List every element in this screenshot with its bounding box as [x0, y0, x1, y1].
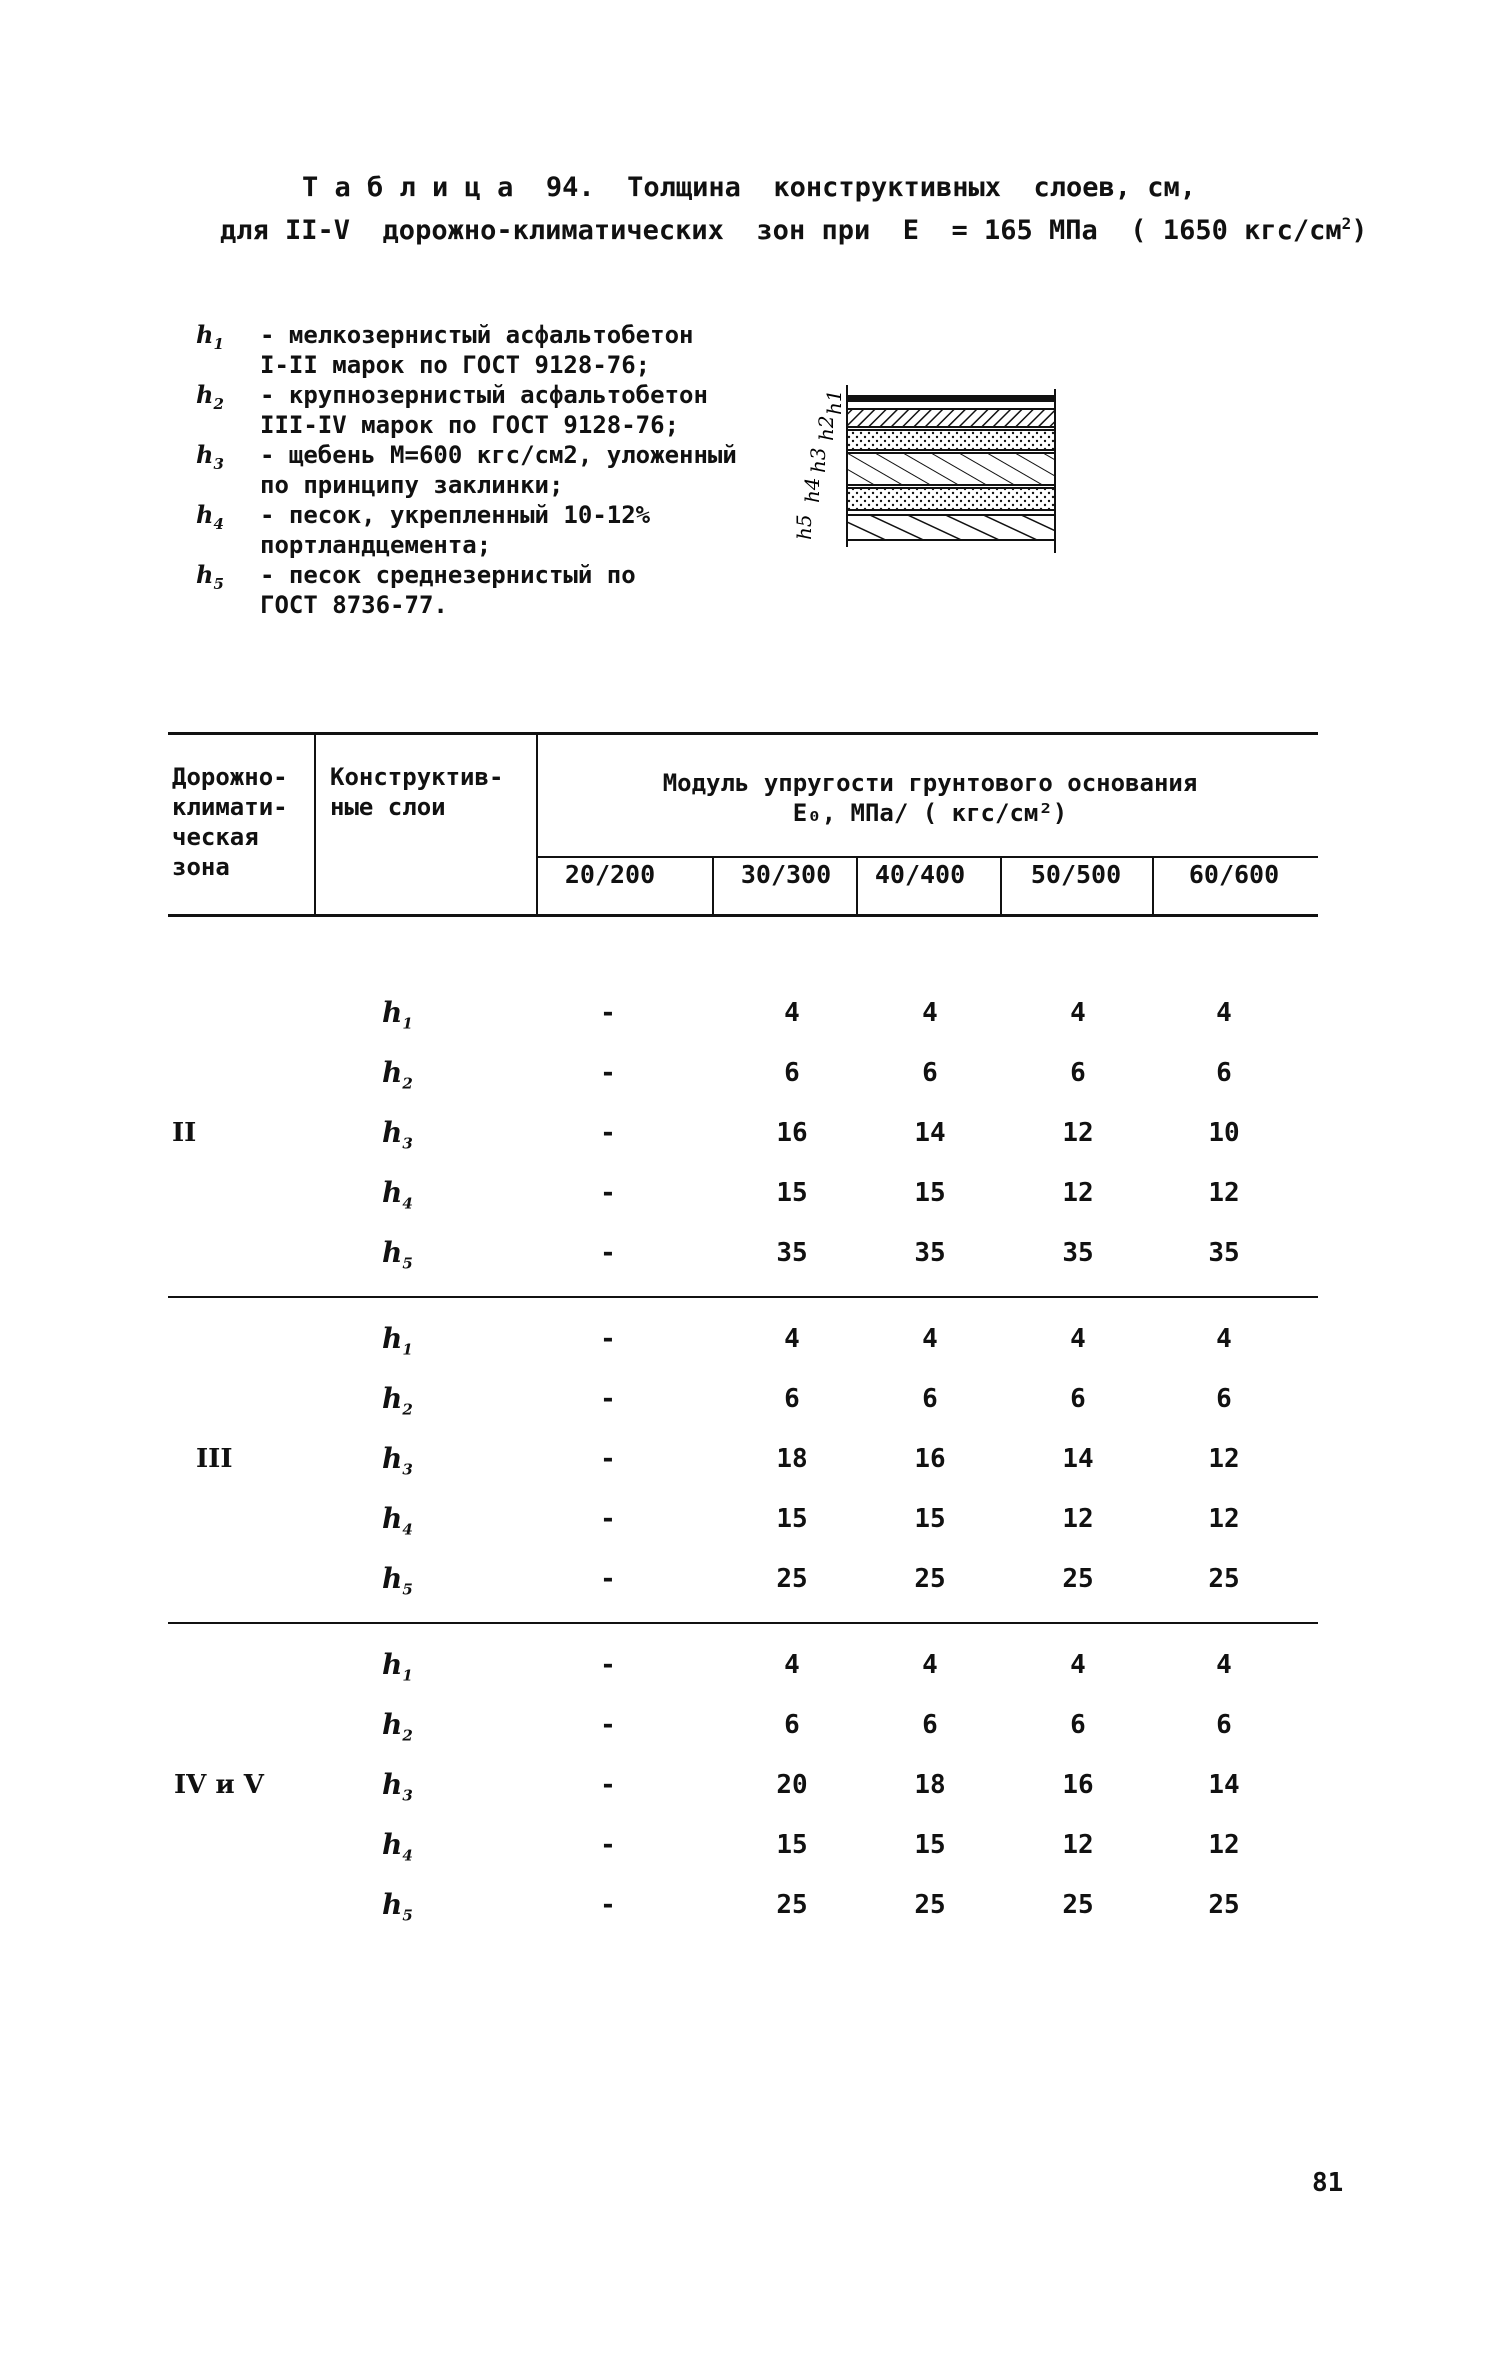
value-cell: 15 [914, 1830, 946, 1860]
layer-label: $h_3$ [382, 1768, 413, 1805]
value-cell: - [600, 1384, 616, 1414]
value-cell: 6 [1070, 1058, 1086, 1088]
legend-item-h5 [196, 560, 756, 620]
zone-label: IV и V [174, 1770, 264, 1800]
title-superscript: 2 [1341, 214, 1352, 233]
value-cell: 6 [922, 1384, 938, 1414]
value-cell: 4 [1216, 1650, 1232, 1680]
legend-text: портландцемента; [260, 531, 492, 559]
value-cell: 25 [776, 1564, 808, 1594]
legend-item-h2 [196, 380, 756, 440]
value-cell: 18 [776, 1444, 808, 1474]
value-cell: 14 [1062, 1444, 1094, 1474]
legend-symbol: $h_5$ [196, 560, 224, 593]
value-cell: 12 [1062, 1178, 1094, 1208]
value-cell: 35 [1208, 1238, 1240, 1268]
table-top-rule [168, 732, 1318, 735]
header-vline-4 [856, 856, 858, 916]
page-number: 81 [1312, 2168, 1344, 2198]
legend-symbol: $h_1$ [196, 320, 224, 353]
legend-text: I-II марок по ГОСТ 9128-76; [260, 351, 651, 379]
value-cell: - [600, 1324, 616, 1354]
diagram-label-h4: h4 [800, 477, 824, 503]
title-line-2-end: ) [1351, 215, 1368, 246]
layer-label: $h_4$ [382, 1502, 413, 1539]
value-cell: 4 [1216, 998, 1232, 1028]
header-vline-6 [1152, 856, 1154, 916]
value-cell: 12 [1062, 1118, 1094, 1148]
value-cell: 6 [1070, 1384, 1086, 1414]
group-divider-1 [168, 1296, 1318, 1298]
layer-label: $h_3$ [382, 1116, 413, 1153]
value-cell: 12 [1208, 1178, 1240, 1208]
value-cell: - [600, 1238, 616, 1268]
value-cell: 4 [1070, 998, 1086, 1028]
value-cell: 25 [1062, 1890, 1094, 1920]
legend-symbol: $h_3$ [196, 440, 224, 473]
layer-label: $h_5$ [382, 1562, 413, 1599]
legend-text: - щебень М=600 кгс/см2, уложенный [260, 441, 737, 469]
header-bottom-rule [168, 914, 1318, 917]
layer-column-header: Конструктив- ные слои [330, 763, 504, 821]
title-line-2 [220, 206, 1368, 249]
value-cell: 15 [776, 1178, 808, 1208]
value-cell: - [600, 1118, 616, 1148]
column-header-20-200: 20/200 [564, 860, 656, 889]
legend-symbol: $h_4$ [196, 500, 224, 533]
layer-label: $h_5$ [382, 1236, 413, 1273]
layer-label: $h_1$ [382, 996, 413, 1033]
value-cell: 6 [1216, 1710, 1232, 1740]
value-cell: 20 [776, 1770, 808, 1800]
value-cell: 6 [784, 1058, 800, 1088]
legend-item-h3 [196, 440, 756, 500]
value-cell: 6 [1216, 1384, 1232, 1414]
value-cell: - [600, 998, 616, 1028]
value-cell: 35 [914, 1238, 946, 1268]
diagram-label-h1: h1 [822, 389, 846, 415]
value-cell: - [600, 1710, 616, 1740]
value-cell: 14 [1208, 1770, 1240, 1800]
legend-text: - песок, укрепленный 10-12% [260, 501, 651, 529]
value-cell: - [600, 1650, 616, 1680]
value-cell: - [600, 1770, 616, 1800]
value-cell: 35 [776, 1238, 808, 1268]
modulus-header: Модуль упругости грунтового основания E₀, МПа/ ( кгс/см²) [662, 769, 1198, 827]
value-cell: - [600, 1178, 616, 1208]
column-header-50-500: 50/500 [1030, 860, 1122, 889]
legend-text: по принципу заклинки; [260, 471, 564, 499]
zone-column-header: Дорожно- климати- ческая зона [172, 763, 288, 881]
value-cell: 16 [1062, 1770, 1094, 1800]
legend-item-h4 [196, 500, 756, 560]
value-cell: - [600, 1564, 616, 1594]
value-cell: - [600, 1058, 616, 1088]
layer-label: $h_4$ [382, 1828, 413, 1865]
value-cell: 4 [784, 1650, 800, 1680]
value-cell: 15 [914, 1178, 946, 1208]
value-cell: 6 [1216, 1058, 1232, 1088]
value-cell: 4 [1216, 1324, 1232, 1354]
legend-text: III-IV марок по ГОСТ 9128-76; [260, 411, 680, 439]
layer-label: $h_3$ [382, 1442, 413, 1479]
legend-text: - крупнозернистый асфальтобетон [260, 381, 708, 409]
value-cell: 6 [784, 1710, 800, 1740]
value-cell: 12 [1208, 1444, 1240, 1474]
value-cell: 25 [1062, 1564, 1094, 1594]
value-cell: 12 [1208, 1830, 1240, 1860]
value-cell: - [600, 1830, 616, 1860]
legend-text: ГОСТ 8736-77. [260, 591, 448, 619]
value-cell: 15 [914, 1504, 946, 1534]
header-vline-5 [1000, 856, 1002, 916]
layer-label: $h_2$ [382, 1056, 413, 1093]
value-cell: 14 [914, 1118, 946, 1148]
value-cell: 6 [922, 1058, 938, 1088]
diagram-label-h5: h5 [792, 514, 816, 540]
column-header-60-600: 60/600 [1188, 860, 1280, 889]
value-cell: 4 [1070, 1324, 1086, 1354]
columns-rule [536, 856, 1318, 858]
header-vline-2 [536, 732, 538, 916]
title-line-1: Т а б л и ц а 94. Толщина конструктивных слоев, см, [302, 172, 1197, 203]
value-cell: 25 [914, 1564, 946, 1594]
value-cell: 4 [784, 1324, 800, 1354]
legend-symbol: $h_2$ [196, 380, 224, 413]
value-cell: 6 [922, 1710, 938, 1740]
legend-text: - песок среднезернистый по [260, 561, 636, 589]
layer-label: $h_1$ [382, 1648, 413, 1685]
diagram-label-h2: h2 [814, 415, 838, 441]
header-vline-3 [712, 856, 714, 916]
value-cell: 4 [922, 1650, 938, 1680]
group-divider-2 [168, 1622, 1318, 1624]
layer-label: $h_1$ [382, 1322, 413, 1359]
table-title [220, 170, 1368, 249]
value-cell: 15 [776, 1830, 808, 1860]
column-header-40-400: 40/400 [874, 860, 966, 889]
value-cell: 12 [1062, 1504, 1094, 1534]
value-cell: 6 [1070, 1710, 1086, 1740]
value-cell: 35 [1062, 1238, 1094, 1268]
zone-label: III [196, 1444, 233, 1474]
legend-text: - мелкозернистый асфальтобетон [260, 321, 694, 349]
layer-label: $h_2$ [382, 1382, 413, 1419]
value-cell: 12 [1208, 1504, 1240, 1534]
value-cell: - [600, 1890, 616, 1920]
value-cell: 4 [784, 998, 800, 1028]
layer-label: $h_2$ [382, 1708, 413, 1745]
column-header-30-300: 30/300 [740, 860, 832, 889]
pavement-cross-section-diagram [792, 375, 1075, 555]
diagram-label-h3: h3 [806, 447, 830, 473]
layer-label: $h_4$ [382, 1176, 413, 1213]
value-cell: 16 [914, 1444, 946, 1474]
value-cell: 16 [776, 1118, 808, 1148]
value-cell: 10 [1208, 1118, 1240, 1148]
legend-item-h1 [196, 320, 756, 380]
value-cell: - [600, 1444, 616, 1474]
value-cell: 25 [914, 1890, 946, 1920]
zone-label: II [172, 1118, 197, 1148]
value-cell: 25 [1208, 1890, 1240, 1920]
value-cell: 4 [922, 998, 938, 1028]
layer-label: $h_5$ [382, 1888, 413, 1925]
value-cell: 18 [914, 1770, 946, 1800]
value-cell: 25 [776, 1890, 808, 1920]
layer-legend [196, 320, 756, 620]
value-cell: 6 [784, 1384, 800, 1414]
value-cell: - [600, 1504, 616, 1534]
value-cell: 12 [1062, 1830, 1094, 1860]
header-vline-1 [314, 732, 316, 916]
value-cell: 4 [1070, 1650, 1086, 1680]
value-cell: 15 [776, 1504, 808, 1534]
value-cell: 4 [922, 1324, 938, 1354]
title-line-2-text: для II-V дорожно-климатических зон при E = 165 МПа ( 1650 кгс/см [220, 215, 1342, 246]
value-cell: 25 [1208, 1564, 1240, 1594]
